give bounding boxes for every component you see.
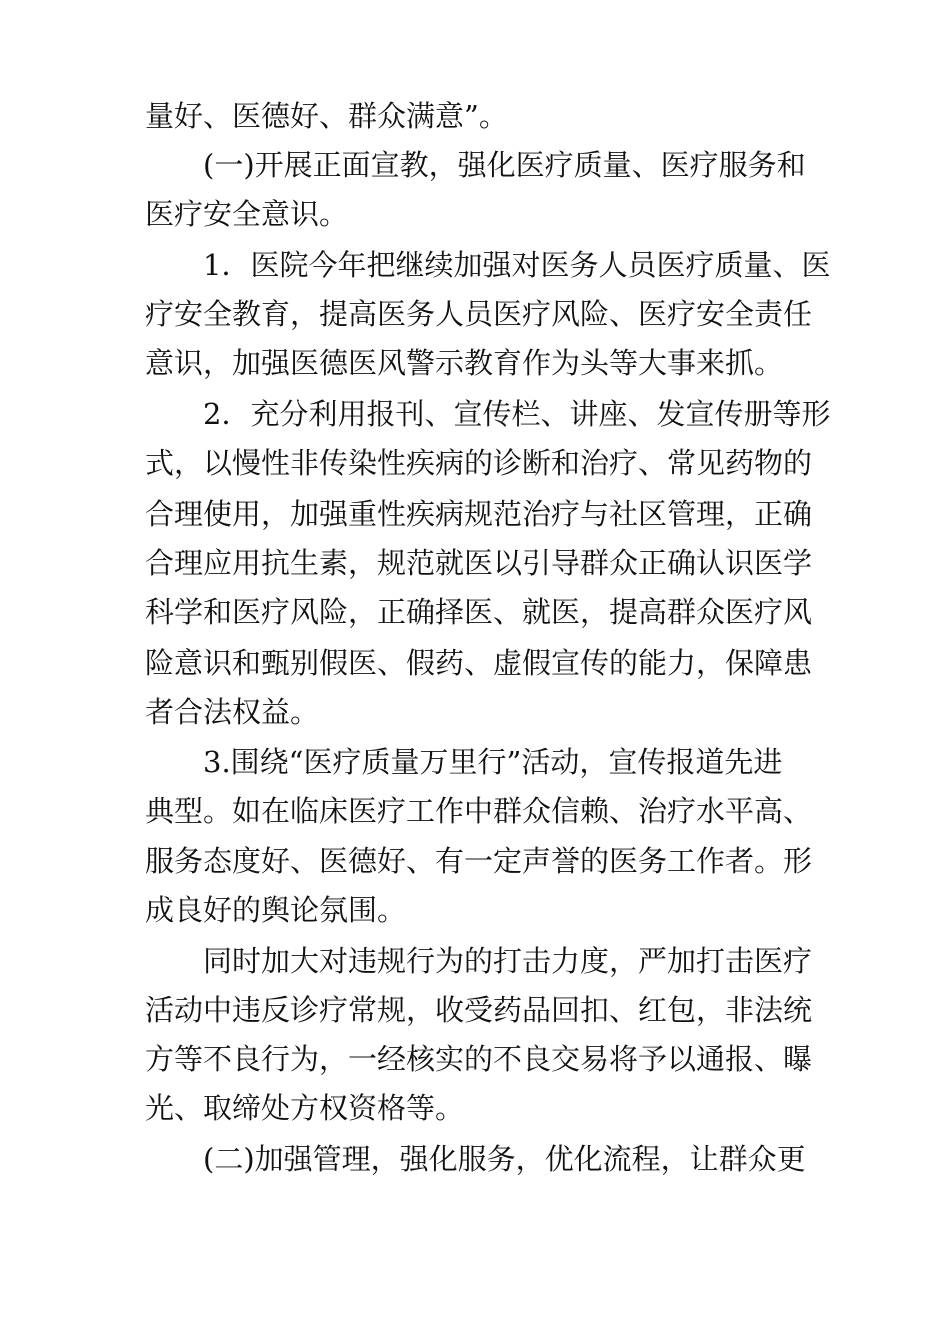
list-item-3: 3.围绕“医疗质量万里行”活动，宣传报道先进 <box>203 745 783 779</box>
text-line: 光、取缔处方权资格等。 <box>145 1091 465 1125</box>
text-line: 者合法权益。 <box>145 695 320 729</box>
text-line: 合理使用，加强重性疾病规范治疗与社区管理，正确 <box>145 497 813 531</box>
paragraph-start: 同时加大对违规行为的打击力度，严加打击医疗 <box>203 944 813 978</box>
section-heading-2: (二)加强管理，强化服务，优化流程，让群众更 <box>203 1142 806 1176</box>
text-line: 意识，加强医德医风警示教育作为头等大事来抓。 <box>145 346 784 380</box>
text-line: 服务态度好、医德好、有一定声誉的医务工作者。形 <box>145 844 813 878</box>
text-line: 量好、医德好、群众满意”。 <box>145 99 508 133</box>
text-line: 医疗安全意识。 <box>145 197 349 231</box>
text-line: 方等不良行为，一经核实的不良交易将予以通报、曝 <box>145 1042 813 1076</box>
text-line: 典型。如在临床医疗工作中群众信赖、治疗水平高、 <box>145 794 813 828</box>
text-line: 合理应用抗生素，规范就医以引导群众正确认识医学 <box>145 546 813 580</box>
text-line: 险意识和甄别假医、假药、虚假宣传的能力，保障患 <box>145 646 813 680</box>
section-heading-1: (一)开展正面宣教，强化医疗质量、医疗服务和 <box>203 148 806 182</box>
text-line: 科学和医疗风险，正确择医、就医，提高群众医疗风 <box>145 595 813 629</box>
text-line: 活动中违反诊疗常规，收受药品回扣、红包，非法统 <box>145 993 813 1027</box>
list-item-1: 1．医院今年把继续加强对医务人员医疗质量、医 <box>203 248 831 282</box>
text-line: 成良好的舆论氛围。 <box>145 893 407 927</box>
text-line: 疗安全教育，提高医务人员医疗风险、医疗安全责任 <box>145 297 813 331</box>
text-line: 式，以慢性非传染性疾病的诊断和治疗、常见药物的 <box>145 446 813 480</box>
list-item-2: 2．充分利用报刊、宣传栏、讲座、发宣传册等形 <box>203 397 831 431</box>
